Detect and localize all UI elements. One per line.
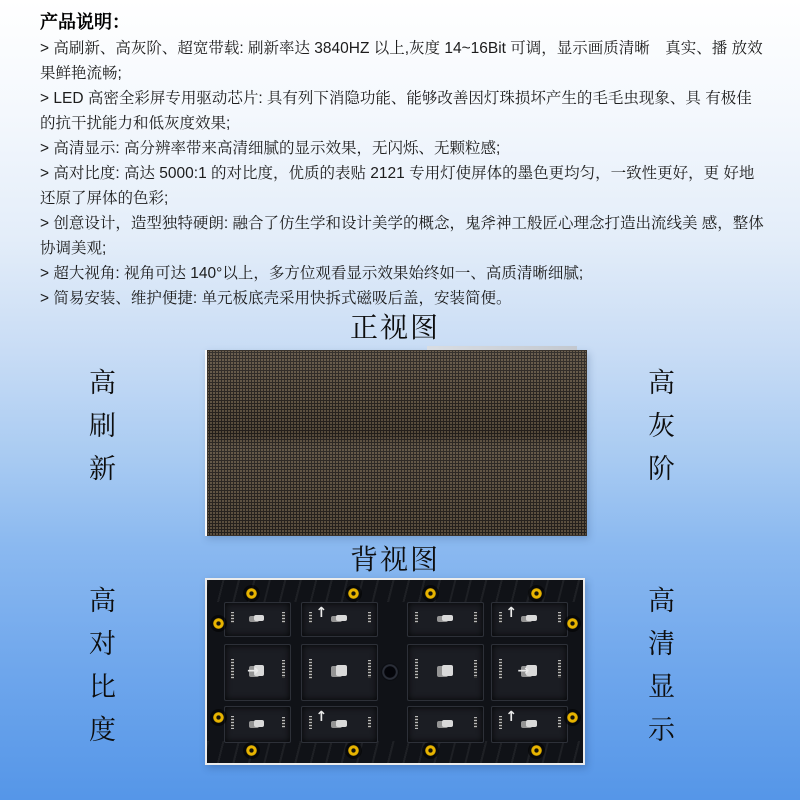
arrow-up-icon: ↑ <box>505 604 518 621</box>
component-comp-a <box>309 716 312 729</box>
feature-bullet: > 高对比度: 高达 5000:1 的对比度，优质的表贴 2121 专用灯使屏体的墨色更均匀，一致性更好，更 好地还原了屏体的色彩; <box>40 165 755 207</box>
feature-bullet: > 超大视角: 视角可达 140°以上，多方位观看显示效果始终如一、高质清晰细腻; <box>40 265 584 282</box>
feature-bullet: > LED 高密全彩屏专用驱动芯片: 具有列下消隐功能、能够改善因灯珠损坏产生的毛毛虫现象、具 有极佳的抗干扰能力和低灰度效果; <box>40 90 752 132</box>
component-comp-a <box>415 659 418 679</box>
arrow-right-icon: → <box>247 662 259 679</box>
screw-icon <box>246 588 257 599</box>
component-comp-c <box>558 660 561 678</box>
component-comp-b <box>442 615 453 622</box>
screw-icon <box>531 745 542 756</box>
page-title: 产品说明： <box>40 12 130 32</box>
component-comp-b <box>336 720 347 727</box>
screw-icon <box>567 712 578 723</box>
back-left-label: 高对比度 <box>85 586 115 758</box>
component-comp-c <box>474 612 477 623</box>
component-comp-a <box>309 659 312 679</box>
component-comp-a <box>415 716 418 729</box>
back-panel-module <box>224 706 291 743</box>
component-comp-b <box>526 615 537 622</box>
component-comp-a <box>231 612 234 624</box>
back-panel-module <box>491 602 568 637</box>
back-view-title: 背视图 <box>349 544 440 575</box>
component-comp-c <box>474 717 477 728</box>
back-panel-module <box>224 602 291 637</box>
component-comp-b <box>336 665 347 676</box>
arrow-up-icon: ↑ <box>315 709 328 726</box>
component-comp-c <box>282 717 285 728</box>
back-panel-module <box>407 644 484 701</box>
component-comp-b <box>254 720 264 727</box>
feature-bullet: > 高刷新、高灰阶、超宽带载: 刷新率达 3840HZ 以上,灰度 14~16Bit 可调，显示画质清晰 真实、播 放效果鲜艳流畅; <box>40 40 763 82</box>
component-comp-c <box>474 660 477 678</box>
screw-icon <box>425 588 436 599</box>
back-panel-module <box>407 602 484 637</box>
arrow-right-icon: → <box>517 662 530 679</box>
screw-icon <box>531 588 542 599</box>
front-view-title: 正视图 <box>349 312 440 343</box>
component-comp-c <box>368 612 371 623</box>
back-panel-module <box>407 706 484 743</box>
component-comp-b <box>526 720 537 727</box>
component-comp-a <box>309 612 312 624</box>
feature-bullet: > 高清显示: 高分辨率带来高清细腻的显示效果，无闪烁、无颗粒感; <box>40 140 501 157</box>
back-right-label: 高清显示 <box>644 586 674 758</box>
component-comp-c <box>282 660 285 678</box>
back-panel-module <box>491 644 568 701</box>
back-panel-module <box>301 706 378 743</box>
component-comp-b <box>442 720 453 727</box>
component-comp-a <box>415 612 418 624</box>
screw-icon <box>213 618 224 629</box>
screw-icon <box>213 712 224 723</box>
component-comp-a <box>499 612 502 624</box>
back-panel-bottom-rail <box>207 741 583 763</box>
feature-bullet: > 创意设计，造型独特硬朗: 融合了仿生学和设计美学的概念，鬼斧神工般匠心理念打造出流线美 感，整体协调美观; <box>40 215 764 257</box>
component-comp-c <box>558 717 561 728</box>
back-view-photo <box>205 578 585 765</box>
screw-icon <box>246 745 257 756</box>
back-panel-module <box>491 706 568 743</box>
component-comp-b <box>254 615 264 622</box>
component-comp-b <box>336 615 347 622</box>
screw-icon <box>567 618 578 629</box>
front-left-label: 高刷新 <box>85 368 115 497</box>
arrow-up-icon: ↑ <box>505 709 518 726</box>
component-comp-c <box>558 612 561 623</box>
center-hole <box>381 663 399 681</box>
component-comp-a <box>231 659 234 679</box>
screw-icon <box>348 745 359 756</box>
component-comp-a <box>499 659 502 679</box>
screw-icon <box>348 588 359 599</box>
back-panel-module <box>301 644 378 701</box>
back-panel-module <box>301 602 378 637</box>
front-view-photo <box>205 350 587 536</box>
front-right-label: 高灰阶 <box>644 368 674 497</box>
component-comp-a <box>231 716 234 729</box>
screw-icon <box>425 745 436 756</box>
back-panel-module <box>224 644 291 701</box>
component-comp-a <box>499 716 502 729</box>
back-panel-top-rail <box>207 580 583 602</box>
component-comp-c <box>368 717 371 728</box>
component-comp-b <box>442 665 453 676</box>
feature-list <box>40 36 766 311</box>
feature-bullet: > 简易安装、维护便捷: 单元板底壳采用快拆式磁吸后盖，安装简便。 <box>40 290 512 307</box>
component-comp-c <box>368 660 371 678</box>
component-comp-c <box>282 612 285 623</box>
arrow-up-icon: ↑ <box>315 604 328 621</box>
